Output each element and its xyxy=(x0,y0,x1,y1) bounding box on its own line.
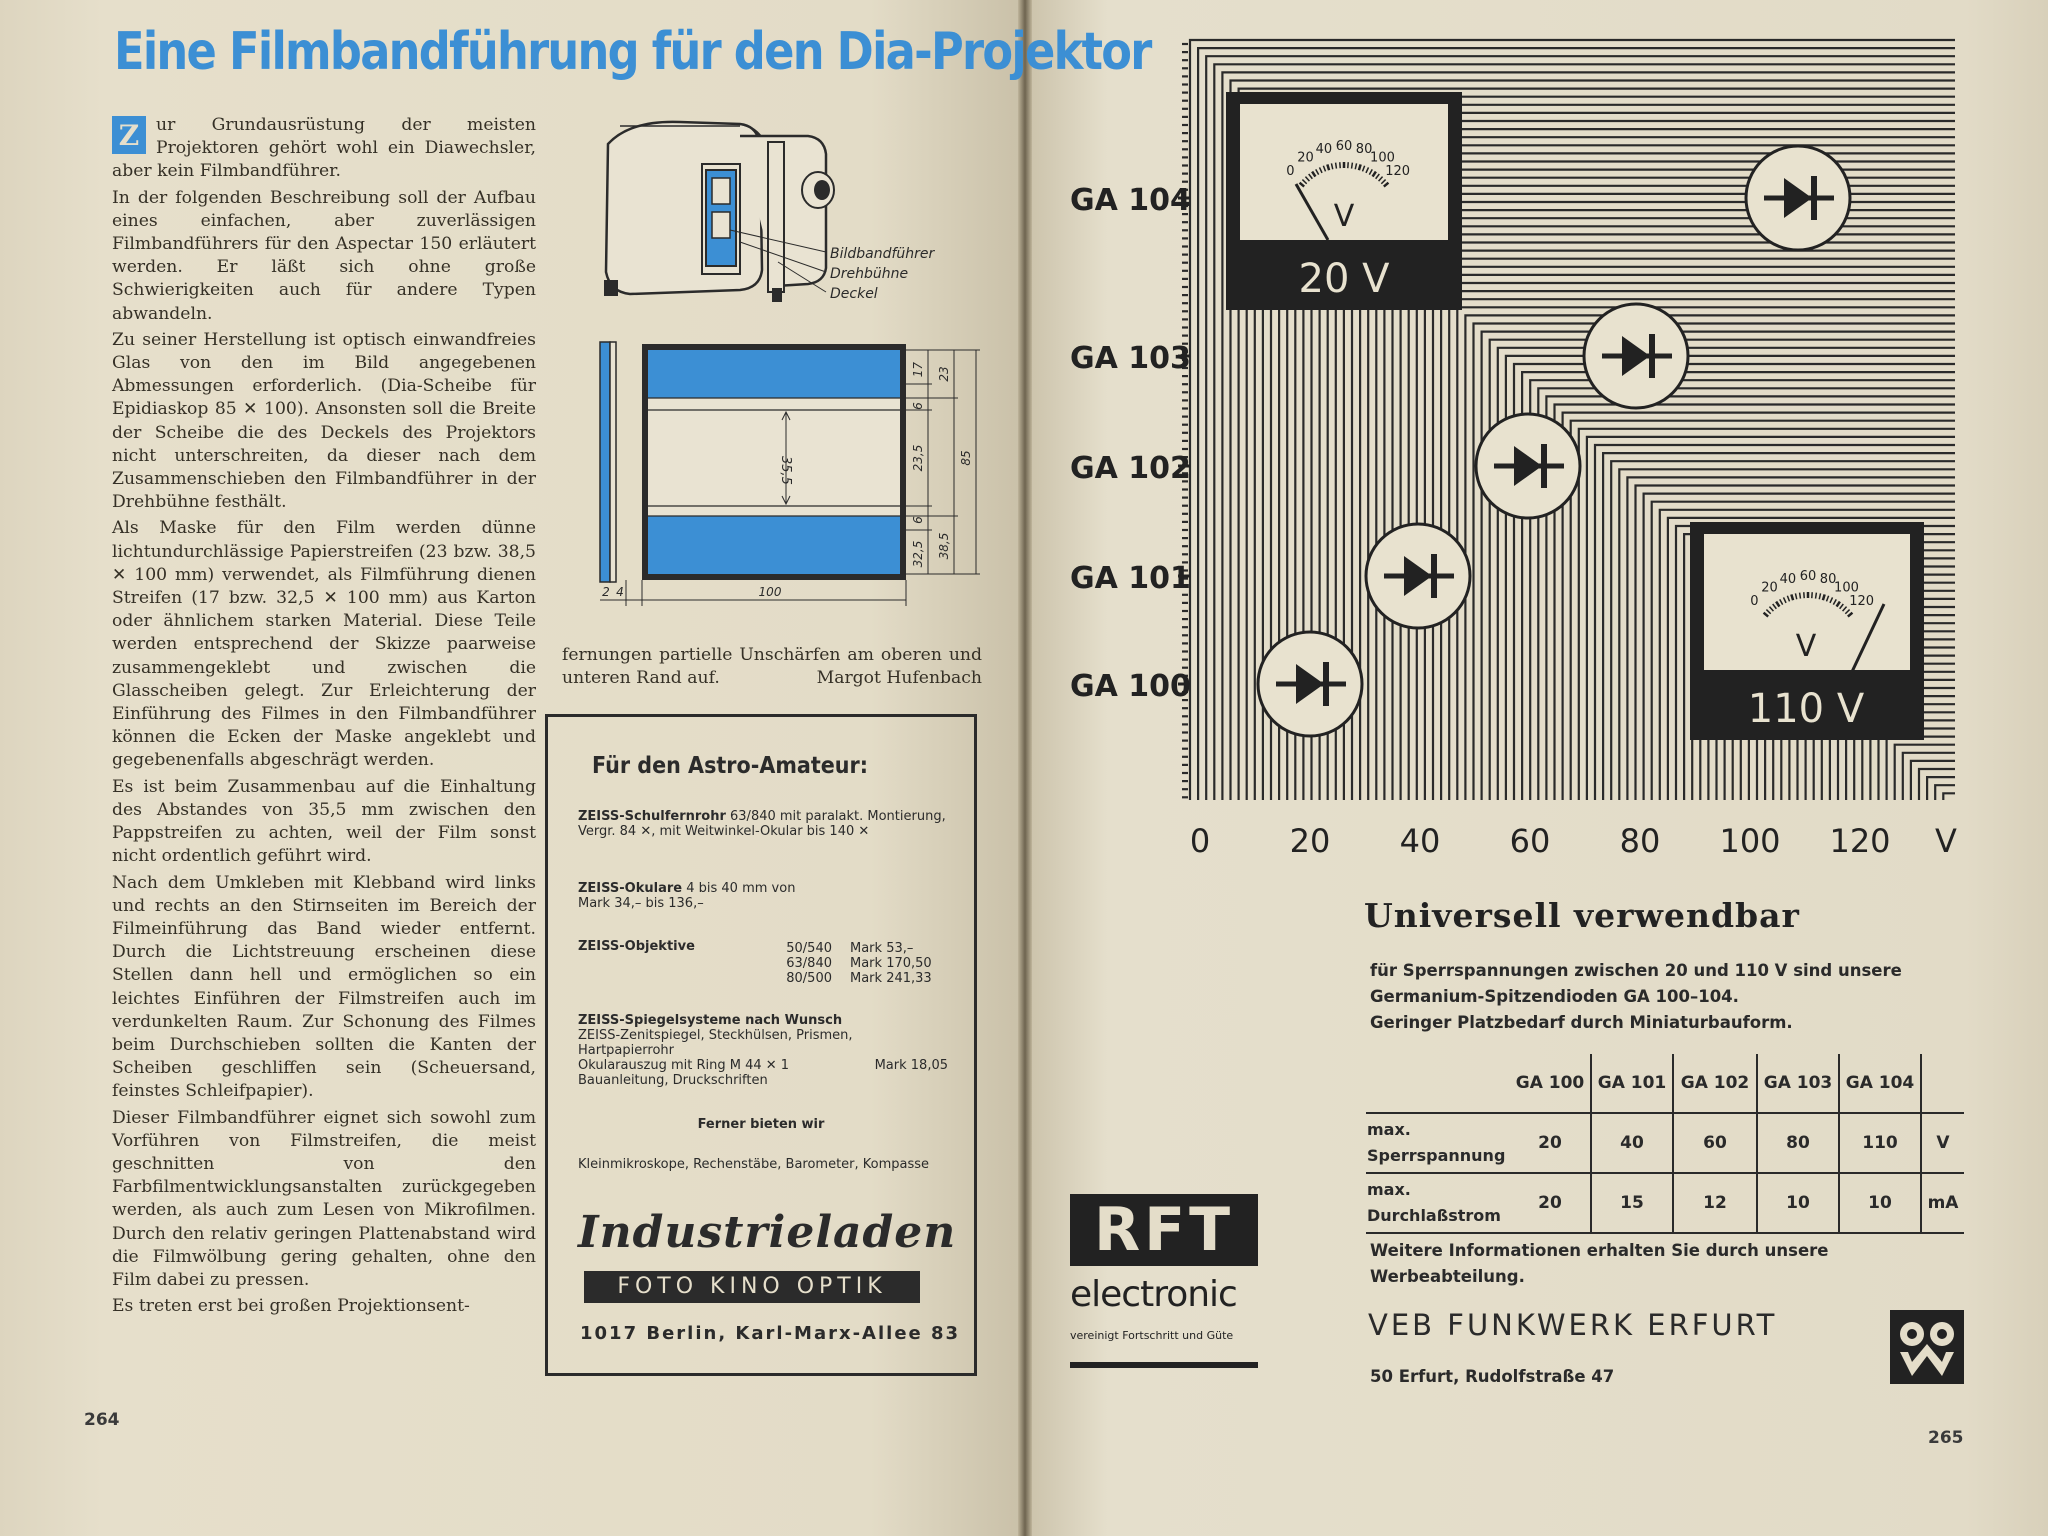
ad-objektive-list xyxy=(760,941,960,986)
industrieladen-logo: Industrieladen xyxy=(578,1207,957,1258)
svg-text:V: V xyxy=(1795,629,1817,664)
para-5: Es ist beim Zusammenbau auf die Einhaltung des Abstandes von 35,5 mm zwischen den Pappstreifen zu achten, weil der Film sonst nicht ordentlich geführt wird. xyxy=(112,776,536,867)
meter-110v xyxy=(1690,522,1924,740)
dim-23-5: 23,5 xyxy=(911,444,925,472)
ad-objektive-label: ZEISS-Objektive xyxy=(578,939,695,954)
meter-scale-label: 60 xyxy=(1335,139,1353,154)
ad-item-okulare xyxy=(578,881,828,911)
dropcap: Z xyxy=(112,116,146,154)
ad-ferner-items: Kleinmikroskope, Rechenstäbe, Barometer, Kompasse xyxy=(578,1157,930,1172)
diode-label: GA 102 xyxy=(1070,451,1191,486)
meter-value-20v: 20 V xyxy=(1298,256,1390,302)
intro-line: Geringer Platzbedarf durch Miniaturbauform. xyxy=(1370,1013,1793,1032)
axis-tick-label: 20 xyxy=(1289,822,1331,860)
article-title: Eine Filmbandführung für den Dia-Projektor xyxy=(114,22,1151,82)
company-name: VEB FUNKWERK ERFURT xyxy=(1368,1308,1778,1342)
meter-scale-label: 60 xyxy=(1799,569,1817,584)
dim-85: 85 xyxy=(959,450,973,466)
intro-line: für Sperrspannungen zwischen 20 und 110 V sind unsere xyxy=(1370,961,1902,980)
para-3: Zu seiner Herstellung ist optisch einwandfreies Glas von den im Bild angegebenen Abmessungen erforderlich. (Dia-Scheibe für Epidiaskop 85 ✕ 100). Ansonsten soll die Breite der Scheibe die des Deckels des Projektors nicht unterschreiten, da dieser nach dem Zusammenschieben den Filmbandführer in der Drehbühne festhält. xyxy=(112,329,536,513)
row-unit: V xyxy=(1936,1133,1950,1153)
funkwerk-logo xyxy=(1890,1310,1964,1384)
foto-kino-optik-band: FOTO KINO OPTIK xyxy=(584,1271,920,1303)
article-body-col1 xyxy=(112,114,536,1321)
table-header: GA 100 xyxy=(1515,1073,1585,1093)
ad-spiegel-text: ZEISS-Zenitspiegel, Steckhülsen, Prismen, Hartpapierrohr xyxy=(578,1028,853,1058)
table-header-row xyxy=(1366,1054,1964,1113)
ad-item-text: 4 bis 40 mm von Mark 34,– bis 136,– xyxy=(578,881,796,911)
axis-tick-label: 0 xyxy=(1189,822,1211,860)
row-unit: mA xyxy=(1927,1193,1959,1213)
objektiv-row: 50/540 Mark 53,– xyxy=(786,941,914,956)
label-drehbuehne: Drehbühne xyxy=(830,266,909,282)
continuation-text: fernungen partielle Unschärfen am oberen und unteren Rand auf. xyxy=(562,645,982,688)
rft-underline xyxy=(1070,1362,1258,1368)
meter-20v xyxy=(1226,92,1462,310)
diode-label: GA 103 xyxy=(1070,341,1191,376)
ad-spiegel xyxy=(578,1013,948,1088)
row-label: max. Durchlaßstrom xyxy=(1367,1180,1501,1225)
ad-item-name: ZEISS-Schulfernrohr xyxy=(578,809,726,824)
intro-line: Germanium-Spitzendioden GA 100–104. xyxy=(1370,987,1739,1006)
diode-label: GA 101 xyxy=(1070,561,1191,596)
axis-tick-label: 80 xyxy=(1619,822,1661,860)
diode-voltage-graphic xyxy=(1060,30,1980,860)
meter-value-110v: 110 V xyxy=(1747,686,1865,732)
rft-electronic: electronic xyxy=(1070,1274,1237,1315)
meter-scale-label: 80 xyxy=(1355,141,1373,157)
meter-scale-label: 20 xyxy=(1761,580,1778,596)
diode-symbol xyxy=(1366,524,1470,628)
meter-scale-label: 100 xyxy=(1834,580,1859,596)
dim-35-5: 35,5 xyxy=(778,456,793,485)
row-label: max. Sperrspannung xyxy=(1367,1120,1506,1165)
meter-scale-label: 40 xyxy=(1315,141,1333,157)
dim-17: 17 xyxy=(911,362,925,378)
meter-scale-label: 120 xyxy=(1849,594,1875,610)
astro-amateur-ad xyxy=(545,714,977,1376)
dim-6a: 6 xyxy=(911,402,925,410)
table-header: GA 101 xyxy=(1591,1054,1673,1113)
ad-spiegel-label: ZEISS-Spiegelsysteme nach Wunsch xyxy=(578,1013,843,1028)
author: Margot Hufenbach xyxy=(816,668,982,688)
objektiv-row: 80/500 Mark 241,33 xyxy=(786,971,932,986)
para-7: Dieser Filmbandführer eignet sich sowohl zum Vorführen von Filmstreifen, die meist geschnitten von den Farbfilmentwicklungsanstalten zurückgegeben werden, als auch zum Lesen von Mikrofilmen. Durch den relativ geringen Plattenabstand wird die Filmwölbung gering gehalten, ohne den Film dabei zu pressen. xyxy=(112,1107,536,1290)
table-header: GA 104 xyxy=(1839,1054,1921,1113)
dim-2: 2 xyxy=(602,585,610,599)
para-2: In der folgenden Beschreibung soll der Aufbau eines einfachen, aber zuverlässigen Filmbandführers für den Aspectar 150 erläutert werden. Er läßt sich ohne große Schwierigkeiten auch für andere Typen abwandeln. xyxy=(112,187,536,324)
meter-scale-label: 0 xyxy=(1750,594,1759,610)
para-1: ur Grundausrüstung der meisten Projektoren gehört wohl ein Diawechsler, aber kein Filmbandführer. xyxy=(112,115,536,182)
meter-scale-label: 20 xyxy=(1297,150,1314,166)
label-bildbandfuehrer: Bildbandführer xyxy=(830,246,935,262)
dim-6b: 6 xyxy=(911,516,925,524)
diode-symbol xyxy=(1584,304,1688,408)
ad-ferner: Ferner bieten wir xyxy=(697,1117,825,1132)
page-number-left: 264 xyxy=(84,1410,120,1430)
ad-bauanleitung: Bauanleitung, Druckschriften xyxy=(578,1073,768,1088)
meter-scale-label: 100 xyxy=(1370,150,1395,166)
axis-tick-label: 60 xyxy=(1509,822,1551,860)
ad-item-schulfernrohr xyxy=(578,809,948,839)
diode-symbol xyxy=(1746,146,1850,250)
ad-item-name: ZEISS-Okulare xyxy=(578,881,683,896)
page-number-right: 265 xyxy=(1928,1428,1964,1448)
table-row: max. Durchlaßstrom 20 15 12 10 10 mA xyxy=(1366,1173,1964,1233)
ad-okularauszug: Okularauszug mit Ring M 44 ✕ 1 Mark 18,05 xyxy=(578,1058,948,1073)
diode-symbol xyxy=(1258,632,1362,736)
dim-23: 23 xyxy=(937,366,951,382)
table-row: max. Sperrspannung 20 40 60 80 110 V xyxy=(1366,1113,1964,1173)
dim-100: 100 xyxy=(758,585,782,599)
table-header: GA 102 xyxy=(1673,1054,1757,1113)
label-deckel: Deckel xyxy=(830,286,878,302)
article-continuation xyxy=(562,644,982,690)
info-text: Weitere Informationen erhalten Sie durch unsere Werbeabteilung. xyxy=(1370,1241,1829,1286)
dim-4: 4 xyxy=(616,585,624,599)
meter-unit: V xyxy=(1333,199,1355,234)
dim-32-5: 32,5 xyxy=(911,540,925,568)
axis-tick-label: 120 xyxy=(1829,822,1891,860)
para-4: Als Maske für den Film werden dünne lichtundurchlässige Papierstreifen (23 bzw. 38,5 ✕ 100 mm) verwendet, als Filmführung dienen Streifen (17 bzw. 32,5 ✕ 100 mm) aus Karton oder ähnlichem starken Material. Diese Teile werden entsprechend der Skizze paarweise zusammengeklebt und zwischen die Glasscheiben gelegt. Zur Erleichterung der Einführung des Filmes in den Filmbandführer können die Ecken der Maske angeklebt und gegebenenfalls abgeschrägt werden. xyxy=(112,518,536,771)
para-6: Nach dem Umkleben mit Klebband wird links und rechts an den Stirnseiten im Bereich der Filmeinführung das Band wieder entfernt. Durch die Lichtstreuung erscheinen diese Stellen dann hell und ermöglichen so ein leichtes Einführen der Filmstreifen auch im verdunkelten Raum. Zur Schonung des Filmes beim Durchschieben sollten die Kanten der Scheiben geschliffen sein (Scheuersand, feinstes Schleifpapier). xyxy=(112,872,536,1102)
spec-table xyxy=(1366,1054,1964,1234)
dim-38-5: 38,5 xyxy=(937,532,951,560)
diode-symbol xyxy=(1476,414,1580,518)
meter-scale-label: 80 xyxy=(1819,571,1837,587)
headline: Universell verwendbar xyxy=(1364,896,1800,935)
book-gutter xyxy=(1018,0,1032,1536)
projector-illustration xyxy=(590,112,950,312)
intro-text xyxy=(1370,958,1970,1036)
meter-scale-label: 40 xyxy=(1779,571,1797,587)
axis-unit: V xyxy=(1935,822,1957,860)
diode-label: GA 100 xyxy=(1070,669,1191,704)
axis-tick-label: 100 xyxy=(1719,822,1781,860)
ad-heading: Für den Astro-Amateur: xyxy=(592,753,869,779)
table-header: GA 103 xyxy=(1757,1054,1839,1113)
rft-letters: RFT xyxy=(1070,1194,1258,1266)
diode-label: GA 104 xyxy=(1070,183,1191,218)
rft-slogan: vereinigt Fortschritt und Güte xyxy=(1070,1329,1234,1342)
ad-item-text: 63/840 mit paralakt. Montierung, Vergr. 84 ✕, mit Weitwinkel-Okular bis 140 ✕ xyxy=(578,809,946,839)
axis-tick-label: 40 xyxy=(1399,822,1441,860)
objektiv-row: 63/840 Mark 170,50 xyxy=(786,956,932,971)
ad-address: 1017 Berlin, Karl-Marx-Allee 83 xyxy=(580,1323,961,1344)
para-8: Es treten erst bei großen Projektionsent- xyxy=(112,1296,470,1317)
meter-scale-label: 0 xyxy=(1286,164,1295,180)
company-address: 50 Erfurt, Rudolfstraße 47 xyxy=(1370,1367,1615,1386)
film-guide-drawing xyxy=(586,334,996,614)
meter-scale-label: 120 xyxy=(1385,164,1411,180)
rft-logo xyxy=(1070,1194,1258,1368)
